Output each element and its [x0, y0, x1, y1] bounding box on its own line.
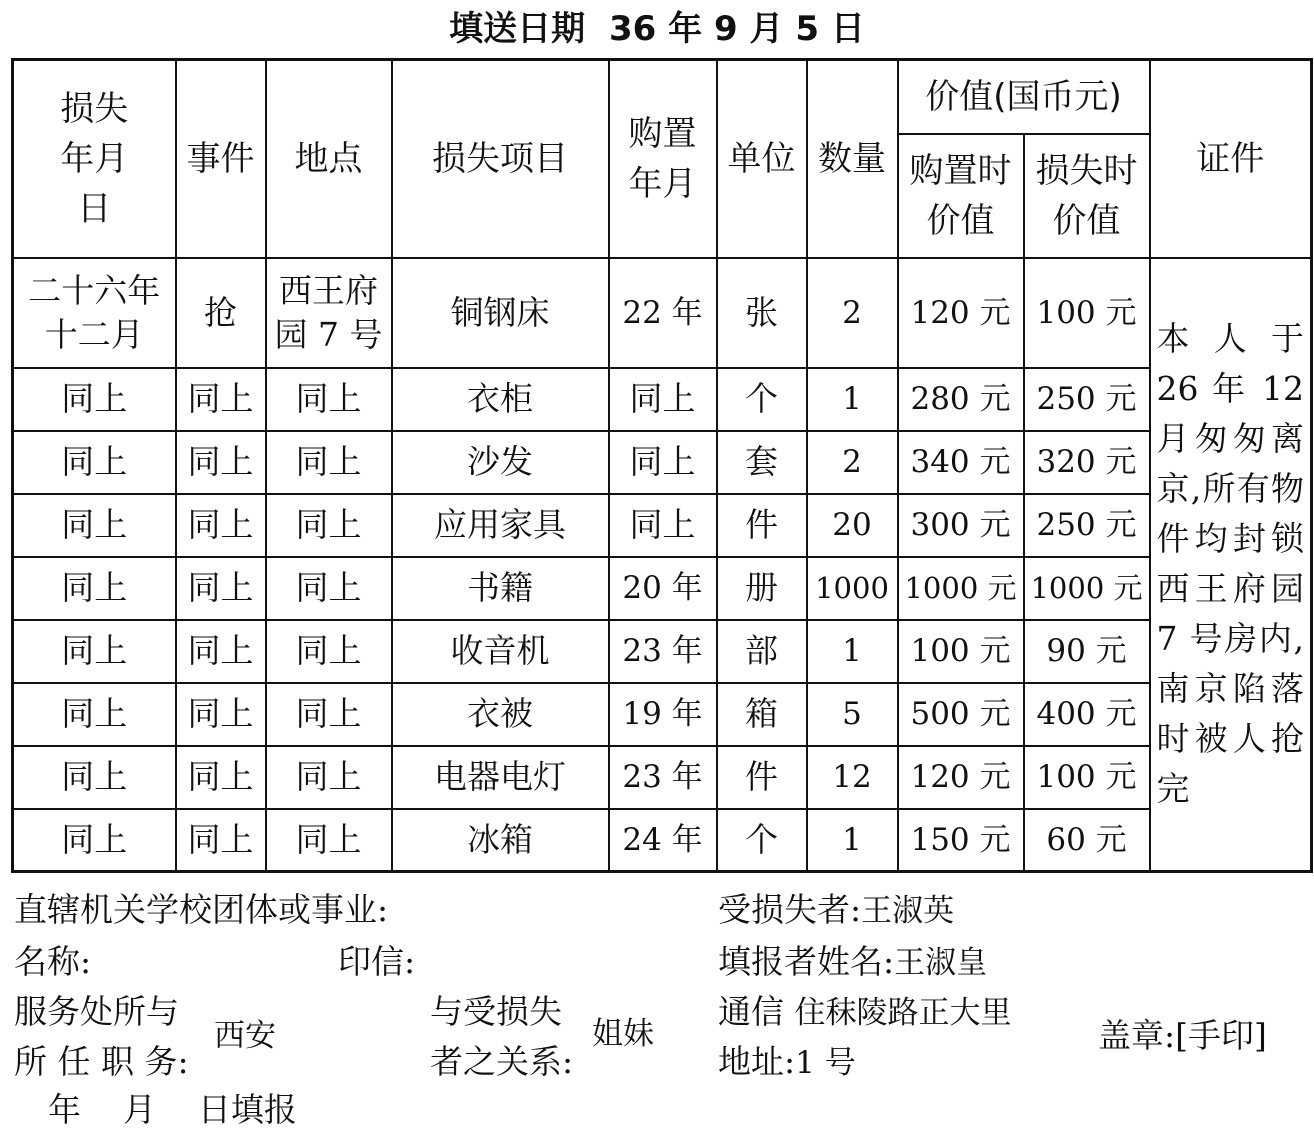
reporter-label: 填报者姓名: — [718, 942, 895, 981]
cell-loss: 250 元 — [1024, 494, 1150, 557]
service-label-2: 所 任 职 务: — [14, 1042, 189, 1081]
org-label: 直辖机关学校团体或事业: — [14, 890, 389, 929]
cell-buy: 340 元 — [898, 431, 1024, 494]
cell-unit: 个 — [717, 809, 807, 872]
cell-item: 应用家具 — [392, 494, 609, 557]
cell-loss: 400 元 — [1024, 683, 1150, 746]
cell-unit: 个 — [717, 368, 807, 431]
header-item: 损失项目 — [392, 60, 609, 258]
cell-qty: 1 — [807, 809, 898, 872]
victim-value: 王淑英 — [861, 893, 955, 929]
cell-unit: 册 — [717, 557, 807, 620]
table-row — [13, 258, 1312, 368]
cell-purchase: 同上 — [609, 368, 717, 431]
header-value-buy: 购置时价值 — [898, 134, 1024, 258]
cell-purchase: 23 年 — [609, 746, 717, 809]
stamp — [1098, 1014, 1267, 1058]
cell-buy: 1000 元 — [898, 557, 1024, 620]
cell-event: 同上 — [176, 683, 266, 746]
cell-loss: 250 元 — [1024, 368, 1150, 431]
cell-date: 同上 — [13, 431, 176, 494]
service-value: 西安 — [214, 1018, 276, 1054]
service-label-1: 服务处所与 — [14, 992, 179, 1031]
fill-date-footer: 年 月 日填报 — [48, 1090, 297, 1129]
reporter — [718, 940, 987, 985]
cell-date: 二十六年十二月 — [13, 258, 176, 368]
fill-date-label: 填送日期 — [449, 9, 586, 49]
cell-buy: 300 元 — [898, 494, 1024, 557]
cell-event: 同上 — [176, 494, 266, 557]
seal-label: 印信: — [338, 942, 416, 981]
cell-unit: 张 — [717, 258, 807, 368]
cell-place: 同上 — [266, 746, 392, 809]
cell-date: 同上 — [13, 746, 176, 809]
cell-date: 同上 — [13, 494, 176, 557]
cell-event: 同上 — [176, 557, 266, 620]
reporter-value: 王淑皇 — [894, 945, 988, 981]
table-row — [13, 557, 1312, 620]
cell-place: 同上 — [266, 683, 392, 746]
cell-event: 同上 — [176, 431, 266, 494]
table-row — [13, 494, 1312, 557]
cell-qty: 2 — [807, 258, 898, 368]
address-line-2 — [718, 1040, 856, 1085]
cell-date: 同上 — [13, 683, 176, 746]
header-purchase: 购置年月 — [609, 60, 717, 258]
cell-buy: 280 元 — [898, 368, 1024, 431]
cell-place: 西王府园 7 号 — [266, 258, 392, 368]
cell-qty: 1 — [807, 368, 898, 431]
cell-item: 衣被 — [392, 683, 609, 746]
table-row — [13, 809, 1312, 872]
cell-date: 同上 — [13, 809, 176, 872]
cell-purchase: 22 年 — [609, 258, 717, 368]
cell-loss: 60 元 — [1024, 809, 1150, 872]
fill-date-value: 36 年 9 月 5 日 — [609, 9, 865, 49]
relation-value: 姐妹 — [592, 1016, 654, 1052]
table-row — [13, 620, 1312, 683]
cell-item: 收音机 — [392, 620, 609, 683]
cell-place: 同上 — [266, 557, 392, 620]
relation-label-1: 与受损失 — [430, 992, 562, 1031]
cell-qty: 2 — [807, 431, 898, 494]
address-line-1 — [718, 990, 1012, 1035]
address-value-2: 1 号 — [795, 1045, 856, 1081]
cell-date: 同上 — [13, 368, 176, 431]
cell-buy: 120 元 — [898, 746, 1024, 809]
loss-table — [11, 58, 1313, 873]
cell-event: 同上 — [176, 620, 266, 683]
cell-unit: 件 — [717, 746, 807, 809]
table-row — [13, 683, 1312, 746]
stamp-label: 盖章: — [1098, 1016, 1176, 1055]
cell-unit: 箱 — [717, 683, 807, 746]
relation-label-2: 者之关系: — [430, 1042, 574, 1081]
fill-date — [0, 6, 1314, 52]
cell-event: 同上 — [176, 746, 266, 809]
header-value: 价值(国币元) — [898, 60, 1150, 134]
cell-date: 同上 — [13, 620, 176, 683]
cell-buy: 120 元 — [898, 258, 1024, 368]
cell-loss: 320 元 — [1024, 431, 1150, 494]
cell-purchase: 24 年 — [609, 809, 717, 872]
address-value-1: 住秣陵路正大里 — [794, 995, 1012, 1031]
cell-purchase: 同上 — [609, 431, 717, 494]
cell-place: 同上 — [266, 368, 392, 431]
stamp-value: [手印] — [1175, 1016, 1267, 1055]
cell-unit: 部 — [717, 620, 807, 683]
cell-date: 同上 — [13, 557, 176, 620]
cell-place: 同上 — [266, 620, 392, 683]
header-cert: 证件 — [1150, 60, 1312, 258]
victim — [718, 888, 954, 933]
header-unit: 单位 — [717, 60, 807, 258]
cell-purchase: 23 年 — [609, 620, 717, 683]
cell-item: 电器电灯 — [392, 746, 609, 809]
cell-purchase: 同上 — [609, 494, 717, 557]
cell-loss: 100 元 — [1024, 258, 1150, 368]
cell-qty: 1 — [807, 620, 898, 683]
table-row — [13, 431, 1312, 494]
certificate-note: 本人于 26 年 12 月匆匆离京,所有物件均封锁西王府园 7 号房内,南京陷落时被人抢完 — [1150, 258, 1312, 872]
cell-place: 同上 — [266, 809, 392, 872]
cell-qty: 1000 — [807, 557, 898, 620]
cell-item: 衣柜 — [392, 368, 609, 431]
cell-item: 沙发 — [392, 431, 609, 494]
cell-purchase: 19 年 — [609, 683, 717, 746]
cell-unit: 件 — [717, 494, 807, 557]
cell-loss: 1000 元 — [1024, 557, 1150, 620]
cell-qty: 12 — [807, 746, 898, 809]
cell-item: 冰箱 — [392, 809, 609, 872]
header-place: 地点 — [266, 60, 392, 258]
cell-qty: 20 — [807, 494, 898, 557]
cell-event: 同上 — [176, 368, 266, 431]
header-value-loss: 损失时价值 — [1024, 134, 1150, 258]
address-label-2: 地址: — [718, 1042, 796, 1081]
cell-loss: 90 元 — [1024, 620, 1150, 683]
cell-item: 书籍 — [392, 557, 609, 620]
header-date: 损失年月日 — [13, 60, 176, 258]
cell-buy: 150 元 — [898, 809, 1024, 872]
cell-place: 同上 — [266, 494, 392, 557]
table-row — [13, 746, 1312, 809]
address-label-1: 通信 — [718, 992, 784, 1031]
cell-item: 铜钢床 — [392, 258, 609, 368]
cell-event: 同上 — [176, 809, 266, 872]
cell-purchase: 20 年 — [609, 557, 717, 620]
table-row — [13, 368, 1312, 431]
header-qty: 数量 — [807, 60, 898, 258]
name-label: 名称: — [14, 942, 92, 981]
cell-unit: 套 — [717, 431, 807, 494]
cell-buy: 500 元 — [898, 683, 1024, 746]
cell-place: 同上 — [266, 431, 392, 494]
victim-label: 受损失者: — [718, 890, 862, 929]
cell-qty: 5 — [807, 683, 898, 746]
cell-buy: 100 元 — [898, 620, 1024, 683]
cell-loss: 100 元 — [1024, 746, 1150, 809]
header-event: 事件 — [176, 60, 266, 258]
cell-event: 抢 — [176, 258, 266, 368]
